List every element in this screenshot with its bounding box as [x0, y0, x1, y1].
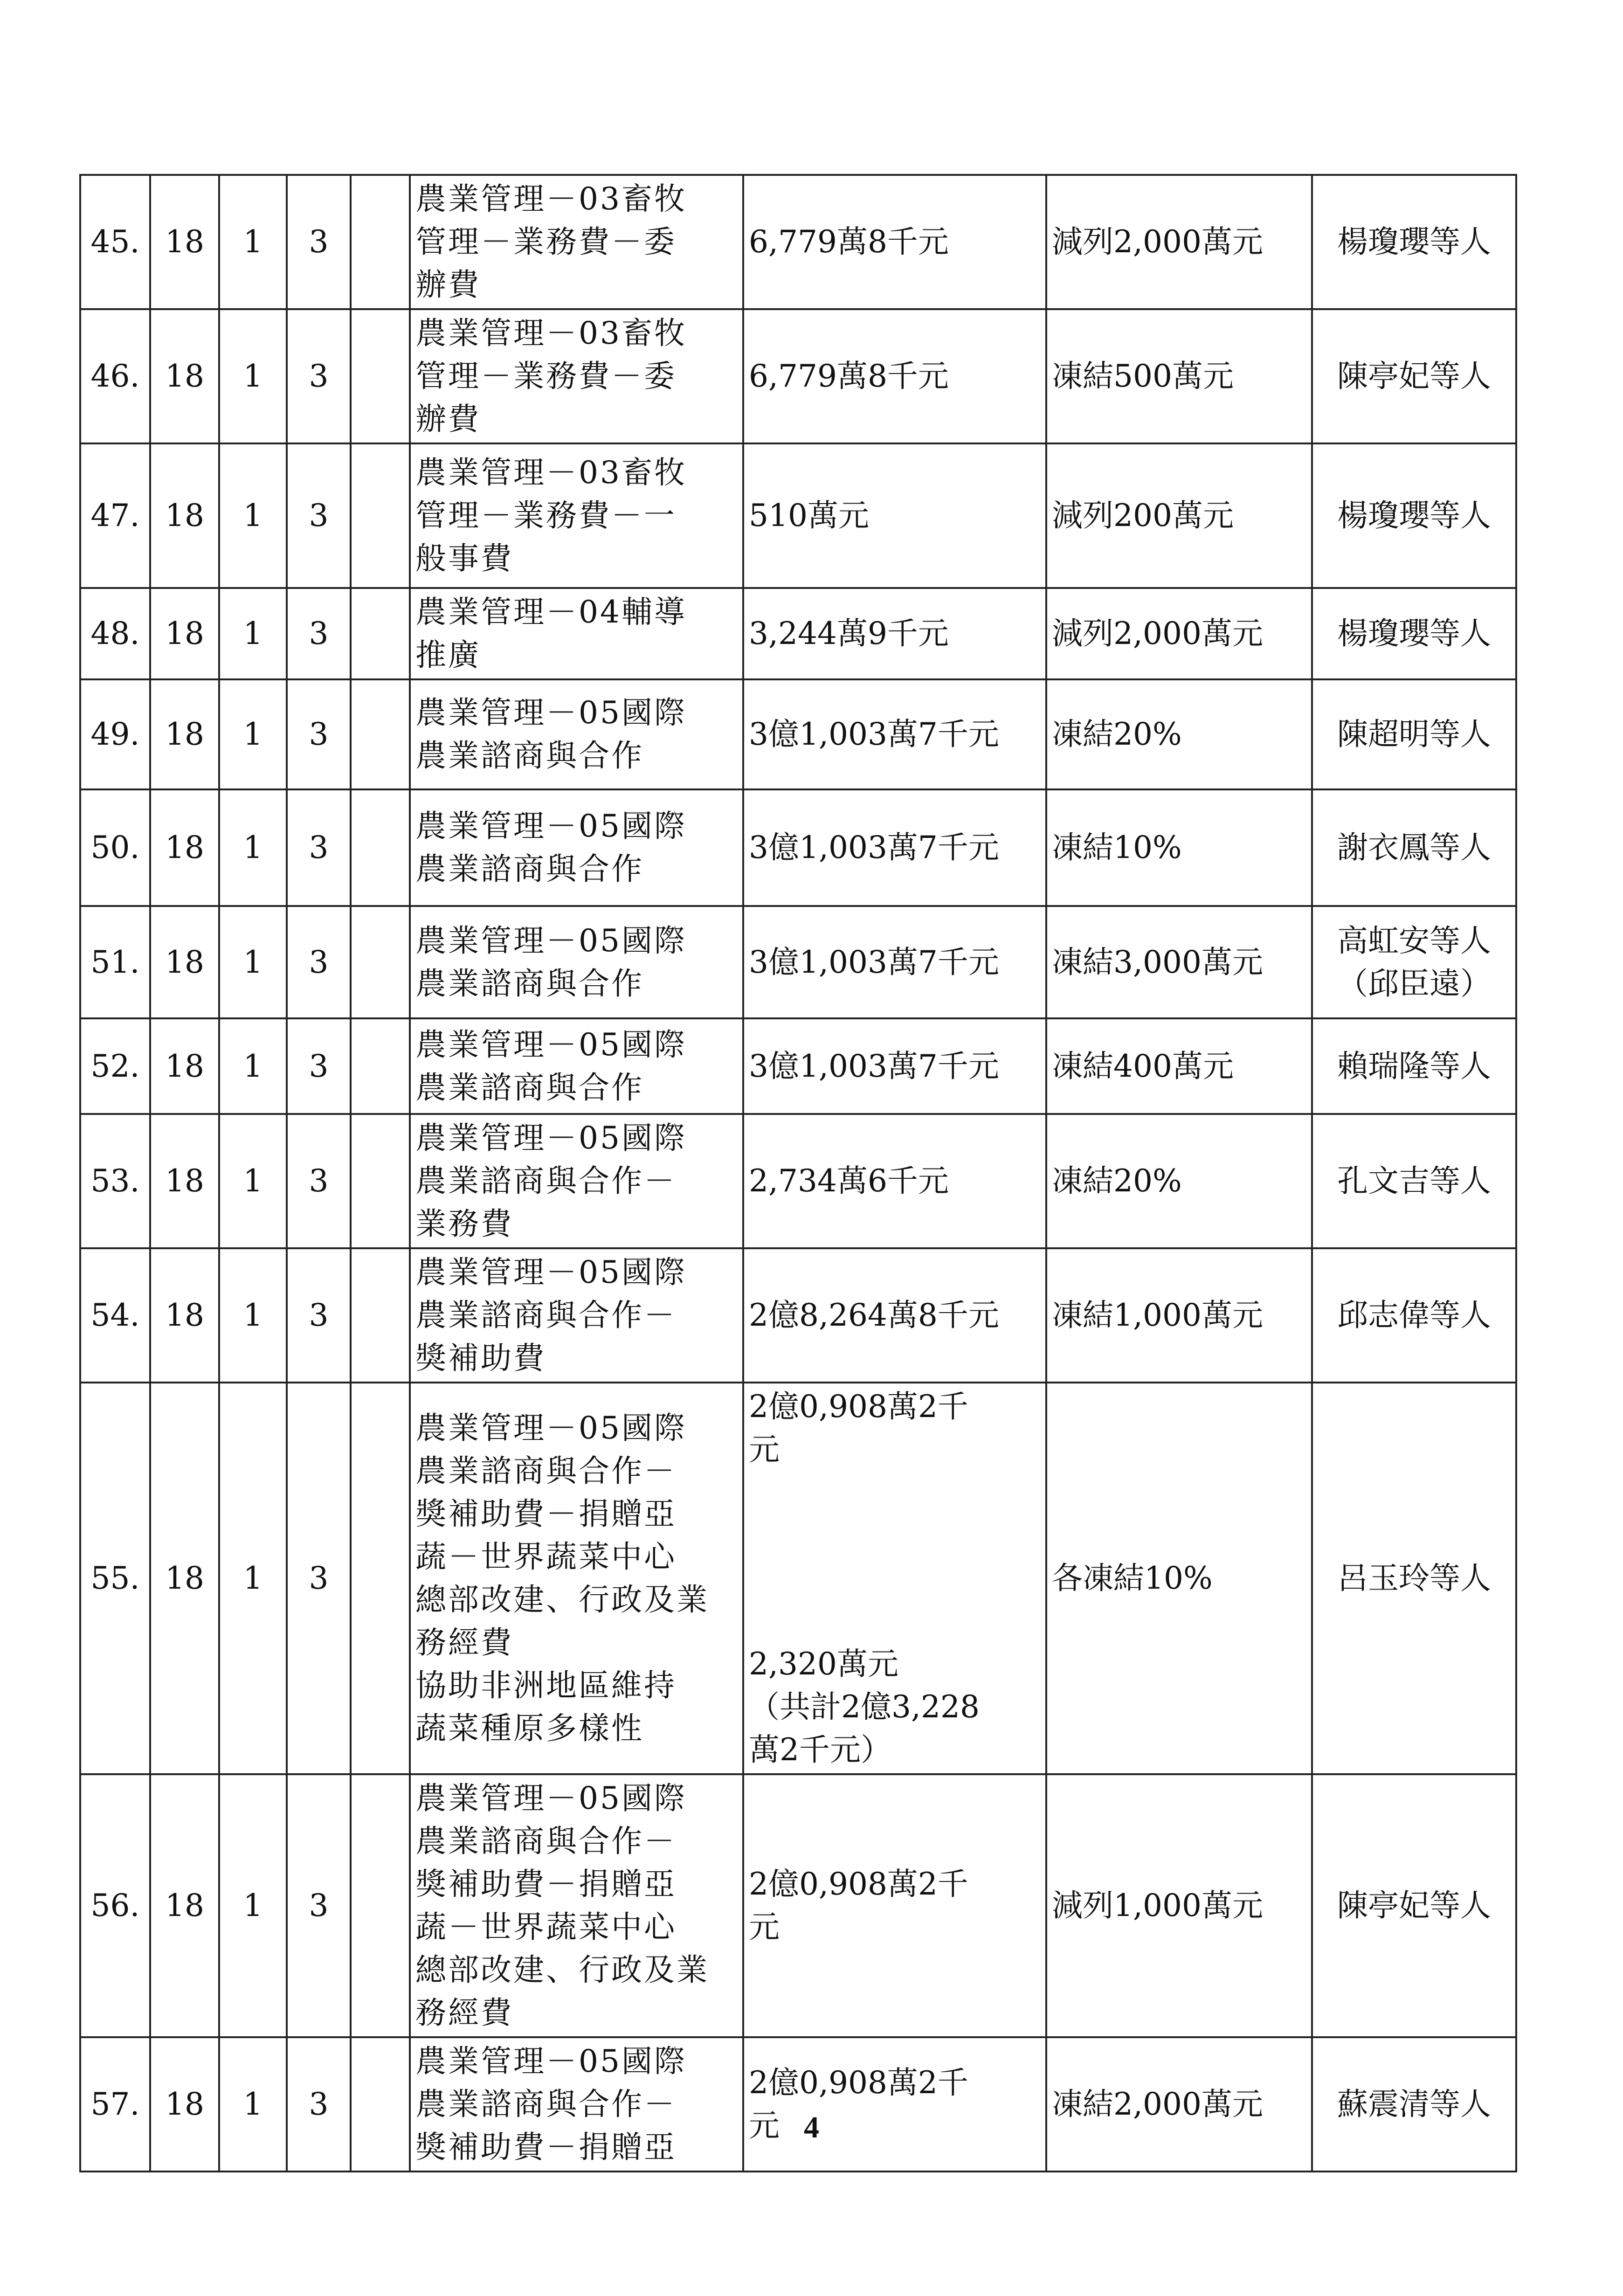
budget-amount-cell: 2億0,908萬2千 元 2,320萬元 （共計2億3,228 萬2千元）	[743, 1383, 1046, 1774]
budget-amount-cell: 6,779萬8千元	[743, 309, 1046, 443]
category-code-cell: 18	[150, 1114, 219, 1248]
section-code-cell: 3	[287, 1248, 351, 1383]
section-code-cell: 3	[287, 2037, 351, 2172]
proposer-cell: 高虹安等人 （邱臣遠）	[1312, 906, 1516, 1018]
item-code-cell: 1	[219, 443, 287, 588]
table-row	[80, 309, 1516, 443]
sub-section-code-cell	[351, 906, 410, 1018]
section-code-cell: 3	[287, 309, 351, 443]
table-row	[80, 679, 1516, 789]
item-code-cell: 1	[219, 906, 287, 1018]
section-code-cell: 3	[287, 175, 351, 309]
row-number-cell: 55.	[80, 1383, 150, 1774]
table-row	[80, 1383, 1516, 1774]
budget-subject-cell: 農業管理－05國際 農業諮商與合作－ 獎補助費－捐贈亞 蔬－世界蔬菜中心 總部改建、行政及業 務經費 協助非洲地區維持 蔬菜種原多樣性	[410, 1383, 743, 1774]
category-code-cell: 18	[150, 1248, 219, 1383]
table-row	[80, 588, 1516, 679]
budget-amount-cell: 2,734萬6千元	[743, 1114, 1046, 1248]
proposed-action-cell: 凍結10%	[1046, 789, 1312, 906]
section-code-cell: 3	[287, 906, 351, 1018]
item-code-cell: 1	[219, 588, 287, 679]
budget-amount-cell: 6,779萬8千元	[743, 175, 1046, 309]
proposed-action-cell: 各凍結10%	[1046, 1383, 1312, 1774]
item-code-cell: 1	[219, 1383, 287, 1774]
budget-amount-cell: 3億1,003萬7千元	[743, 1018, 1046, 1114]
category-code-cell: 18	[150, 679, 219, 789]
table-row	[80, 1774, 1516, 2037]
row-number-cell: 52.	[80, 1018, 150, 1114]
budget-subject-cell: 農業管理－03畜牧 管理－業務費－一 般事費	[410, 443, 743, 588]
row-number-cell: 46.	[80, 309, 150, 443]
proposer-cell: 蘇震清等人	[1312, 2037, 1516, 2172]
proposed-action-cell: 凍結2,000萬元	[1046, 2037, 1312, 2172]
row-number-cell: 54.	[80, 1248, 150, 1383]
proposer-cell: 孔文吉等人	[1312, 1114, 1516, 1248]
section-code-cell: 3	[287, 1774, 351, 2037]
budget-amount-cell: 3億1,003萬7千元	[743, 679, 1046, 789]
row-number-cell: 56.	[80, 1774, 150, 2037]
category-code-cell: 18	[150, 309, 219, 443]
proposed-action-cell: 凍結3,000萬元	[1046, 906, 1312, 1018]
proposed-action-cell: 凍結20%	[1046, 679, 1312, 789]
row-number-cell: 51.	[80, 906, 150, 1018]
budget-amount-cell: 510萬元	[743, 443, 1046, 588]
table-row	[80, 175, 1516, 309]
item-code-cell: 1	[219, 175, 287, 309]
proposed-action-cell: 凍結400萬元	[1046, 1018, 1312, 1114]
proposed-action-cell: 減列2,000萬元	[1046, 588, 1312, 679]
item-code-cell: 1	[219, 309, 287, 443]
budget-subject-cell: 農業管理－03畜牧 管理－業務費－委 辦費	[410, 175, 743, 309]
sub-section-code-cell	[351, 789, 410, 906]
table-row	[80, 906, 1516, 1018]
item-code-cell: 1	[219, 1114, 287, 1248]
table-row	[80, 1018, 1516, 1114]
row-number-cell: 49.	[80, 679, 150, 789]
sub-section-code-cell	[351, 1114, 410, 1248]
budget-amount-cell: 2億0,908萬2千 元	[743, 2037, 1046, 2172]
section-code-cell: 3	[287, 679, 351, 789]
budget-subject-cell: 農業管理－04輔導 推廣	[410, 588, 743, 679]
row-number-cell: 47.	[80, 443, 150, 588]
proposer-cell: 楊瓊瓔等人	[1312, 175, 1516, 309]
section-code-cell: 3	[287, 1383, 351, 1774]
section-code-cell: 3	[287, 789, 351, 906]
sub-section-code-cell	[351, 309, 410, 443]
proposed-action-cell: 減列1,000萬元	[1046, 1774, 1312, 2037]
row-number-cell: 48.	[80, 588, 150, 679]
sub-section-code-cell	[351, 1248, 410, 1383]
proposer-cell: 謝衣鳳等人	[1312, 789, 1516, 906]
row-number-cell: 57.	[80, 2037, 150, 2172]
section-code-cell: 3	[287, 1018, 351, 1114]
proposed-action-cell: 凍結500萬元	[1046, 309, 1312, 443]
proposer-cell: 呂玉玲等人	[1312, 1383, 1516, 1774]
row-number-cell: 50.	[80, 789, 150, 906]
item-code-cell: 1	[219, 789, 287, 906]
item-code-cell: 1	[219, 1018, 287, 1114]
budget-subject-cell: 農業管理－05國際 農業諮商與合作	[410, 1018, 743, 1114]
sub-section-code-cell	[351, 679, 410, 789]
category-code-cell: 18	[150, 1383, 219, 1774]
budget-subject-cell: 農業管理－05國際 農業諮商與合作	[410, 679, 743, 789]
sub-section-code-cell	[351, 175, 410, 309]
category-code-cell: 18	[150, 1774, 219, 2037]
proposer-cell: 楊瓊瓔等人	[1312, 443, 1516, 588]
budget-subject-cell: 農業管理－05國際 農業諮商與合作－ 業務費	[410, 1114, 743, 1248]
proposed-action-cell: 減列200萬元	[1046, 443, 1312, 588]
item-code-cell: 1	[219, 679, 287, 789]
category-code-cell: 18	[150, 175, 219, 309]
item-code-cell: 1	[219, 1774, 287, 2037]
category-code-cell: 18	[150, 588, 219, 679]
proposer-cell: 賴瑞隆等人	[1312, 1018, 1516, 1114]
proposed-action-cell: 減列2,000萬元	[1046, 175, 1312, 309]
table-row	[80, 2037, 1516, 2172]
sub-section-code-cell	[351, 1383, 410, 1774]
proposer-cell: 陳超明等人	[1312, 679, 1516, 789]
table-row	[80, 789, 1516, 906]
budget-subject-cell: 農業管理－03畜牧 管理－業務費－委 辦費	[410, 309, 743, 443]
budget-amount-cell: 3,244萬9千元	[743, 588, 1046, 679]
row-number-cell: 45.	[80, 175, 150, 309]
proposer-cell: 邱志偉等人	[1312, 1248, 1516, 1383]
proposer-cell: 陳亭妃等人	[1312, 309, 1516, 443]
sub-section-code-cell	[351, 588, 410, 679]
budget-amount-cell: 3億1,003萬7千元	[743, 789, 1046, 906]
budget-subject-cell: 農業管理－05國際 農業諮商與合作	[410, 906, 743, 1018]
budget-amount-cell: 2億0,908萬2千 元	[743, 1774, 1046, 2037]
sub-section-code-cell	[351, 2037, 410, 2172]
category-code-cell: 18	[150, 906, 219, 1018]
table-row	[80, 1248, 1516, 1383]
budget-subject-cell: 農業管理－05國際 農業諮商與合作	[410, 789, 743, 906]
category-code-cell: 18	[150, 789, 219, 906]
proposed-action-cell: 凍結20%	[1046, 1114, 1312, 1248]
table-row	[80, 443, 1516, 588]
sub-section-code-cell	[351, 443, 410, 588]
item-code-cell: 1	[219, 1248, 287, 1383]
category-code-cell: 18	[150, 2037, 219, 2172]
section-code-cell: 3	[287, 588, 351, 679]
budget-proposal-table	[79, 174, 1517, 2172]
budget-amount-cell: 3億1,003萬7千元	[743, 906, 1046, 1018]
sub-section-code-cell	[351, 1774, 410, 2037]
budget-amount-cell: 2億8,264萬8千元	[743, 1248, 1046, 1383]
table-row	[80, 1114, 1516, 1248]
budget-subject-cell: 農業管理－05國際 農業諮商與合作－ 獎補助費	[410, 1248, 743, 1383]
proposer-cell: 陳亭妃等人	[1312, 1774, 1516, 2037]
proposed-action-cell: 凍結1,000萬元	[1046, 1248, 1312, 1383]
section-code-cell: 3	[287, 443, 351, 588]
sub-section-code-cell	[351, 1018, 410, 1114]
budget-subject-cell: 農業管理－05國際 農業諮商與合作－ 獎補助費－捐贈亞 蔬－世界蔬菜中心 總部改建、行政及業 務經費	[410, 1774, 743, 2037]
row-number-cell: 53.	[80, 1114, 150, 1248]
page-number: 4	[804, 2110, 819, 2144]
proposer-cell: 楊瓊瓔等人	[1312, 588, 1516, 679]
section-code-cell: 3	[287, 1114, 351, 1248]
item-code-cell: 1	[219, 2037, 287, 2172]
category-code-cell: 18	[150, 1018, 219, 1114]
budget-subject-cell: 農業管理－05國際 農業諮商與合作－ 獎補助費－捐贈亞	[410, 2037, 743, 2172]
category-code-cell: 18	[150, 443, 219, 588]
